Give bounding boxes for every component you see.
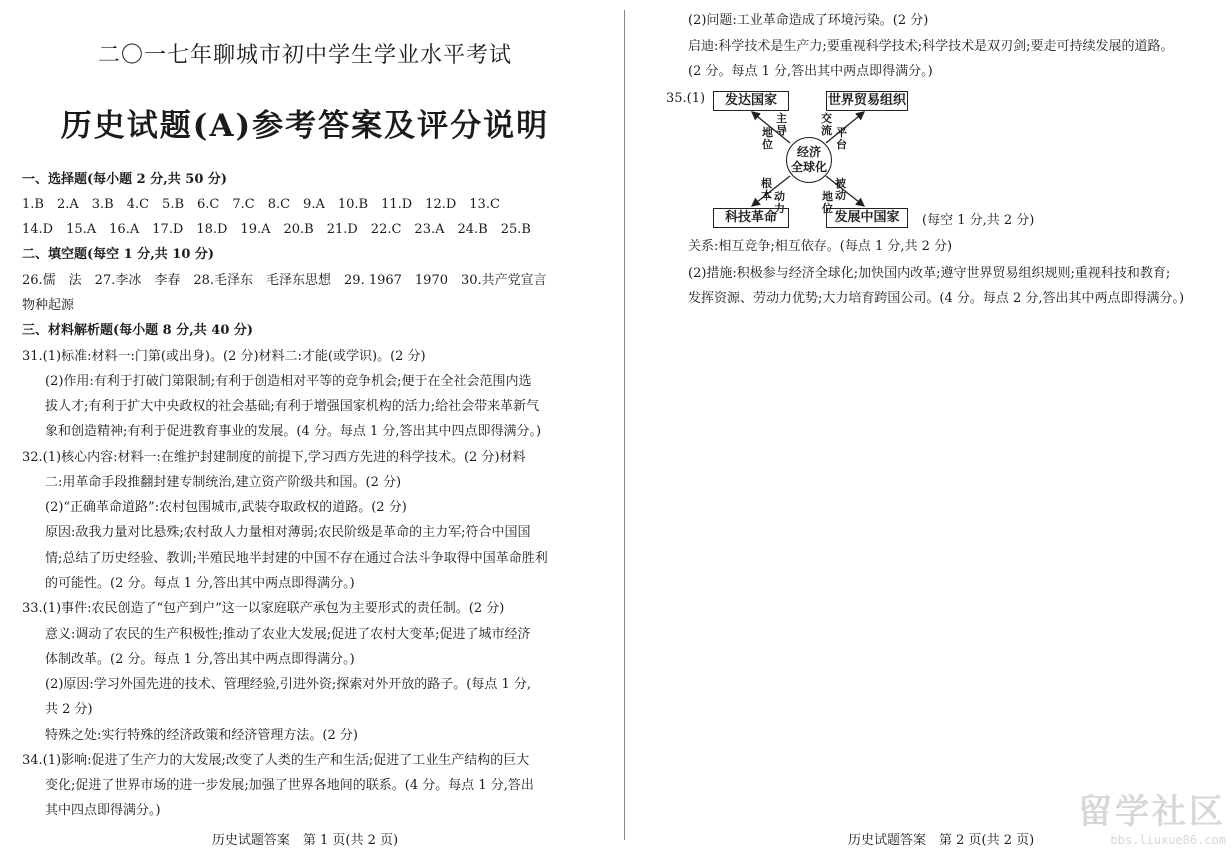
answer-line: 的可能性。(2 分。每点 1 分,答出其中两点即得满分。) bbox=[45, 576, 355, 591]
label-bl-1: 根本 bbox=[761, 177, 772, 202]
center-label-1: 经济 bbox=[796, 145, 821, 159]
page-footer: 历史试题答案 第 2 页(共 2 页) bbox=[848, 833, 1035, 848]
choice-answers-row-1: 1.B 2.A 3.B 4.C 5.B 6.C 7.C 8.C 9.A 10.B 11.D 12.D 13.C bbox=[22, 197, 500, 212]
center-label-2: 全球化 bbox=[790, 160, 827, 174]
box-tech-revolution: 科技革命 bbox=[713, 208, 789, 228]
label-tl-1: 主导 bbox=[776, 112, 787, 137]
answer-line: (2)问题:工业革命造成了环境污染。(2 分) bbox=[688, 13, 929, 28]
exam-title: 二〇一七年聊城市初中学生学业水平考试 bbox=[97, 43, 512, 68]
answer-line: 二:用革命手段推翻封建专制统治,建立资产阶级共和国。(2 分) bbox=[45, 475, 402, 490]
label-br-1: 被动 bbox=[835, 177, 846, 202]
answer-line: (2 分。每点 1 分,答出其中两点即得满分。) bbox=[688, 64, 933, 79]
watermark bbox=[1078, 784, 1226, 847]
question-35-prefix: 35.(1) bbox=[666, 91, 706, 106]
label-tr-2: 平台 bbox=[836, 126, 847, 151]
box-wto: 世界贸易组织 bbox=[826, 91, 908, 111]
diagram-score-note: (每空 1 分,共 2 分) bbox=[922, 213, 1035, 228]
answer-line: 34.(1)影响:促进了生产力的大发展;改变了人类的生产和生活;促进了工业生产结构的巨大 bbox=[22, 753, 530, 768]
box-developing-countries: 发展中国家 bbox=[826, 208, 908, 228]
answer-line: 情;总结了历史经验、教训;半殖民地半封建的中国不存在通过合法斗争取得中国革命胜利 bbox=[45, 551, 548, 566]
page-1 bbox=[0, 0, 610, 853]
answer-line: 象和创造精神;有利于促进教育事业的发展。(4 分。每点 1 分,答出其中四点即得满分。) bbox=[45, 424, 542, 439]
center-circle bbox=[786, 137, 832, 183]
box-developed-countries: 发达国家 bbox=[713, 91, 789, 111]
page-2 bbox=[640, 0, 1232, 853]
answer-line: 32.(1)核心内容:材料一:在维护封建制度的前提下,学习西方先进的科学技术。(2 分)材料 bbox=[22, 450, 526, 465]
answer-line: (2)“正确革命道路”:农村包围城市,武装夺取政权的道路。(2 分) bbox=[45, 500, 407, 515]
answer-line: (2)作用:有利于打破门第限制;有利于创造相对平等的竞争机会;便于在全社会范围内选 bbox=[45, 374, 532, 389]
answer-title: 历史试题(A)参考答案及评分说明 bbox=[60, 108, 550, 144]
answer-line: 启迪:科学技术是生产力;要重视科学技术;科学技术是双刃剑;要走可持续发展的道路。 bbox=[688, 39, 1174, 54]
page-footer: 历史试题答案 第 1 页(共 2 页) bbox=[211, 833, 399, 848]
answer-line: 特殊之处:实行特殊的经济政策和经济管理方法。(2 分) bbox=[45, 728, 358, 743]
page-divider bbox=[624, 10, 625, 840]
watermark-url: bbs.liuxue86.com bbox=[1110, 833, 1226, 847]
section-heading-choice: 一、选择题(每小题 2 分,共 50 分) bbox=[22, 172, 228, 187]
answer-line: 意义:调动了农民的生产积极性;推动了农业大发展;促进了农村大变革;促进了城市经济 bbox=[45, 627, 531, 642]
fill-answers-row-1: 26.儒 法 27.李冰 李春 28.毛泽东 毛泽东思想 29. 1967 1970 30.共产党宣言 bbox=[22, 273, 547, 288]
answer-line: 其中四点即得满分。) bbox=[45, 803, 161, 818]
answer-line: (2)原因:学习外国先进的技术、管理经验,引进外资;探索对外开放的路子。(每点 1 分, bbox=[45, 677, 532, 692]
answer-line: 33.(1)事件:农民创造了“包产到户”这一以家庭联产承包为主要形式的责任制。(2 分) bbox=[22, 601, 505, 616]
answer-line: 体制改革。(2 分。每点 1 分,答出其中两点即得满分。) bbox=[45, 652, 355, 667]
watermark-logo-text: 留学社区 bbox=[1078, 792, 1226, 832]
diagram-arrows bbox=[640, 0, 1232, 240]
answer-line: 拔人才;有利于扩大中央政权的社会基础;有利于增强国家机构的活力;给社会带来革新气 bbox=[45, 399, 540, 414]
answer-line: 原因:敌我力量对比悬殊;农村敌人力量相对薄弱;农民阶级是革命的主力军;符合中国国 bbox=[45, 525, 531, 540]
answer-line: 关系:相互竞争;相互依存。(每点 1 分,共 2 分) bbox=[688, 239, 953, 254]
answer-line: (2)措施:积极参与经济全球化;加快国内改革;遵守世界贸易组织规则;重视科技和教育; bbox=[688, 266, 1171, 281]
answer-line: 变化;促进了世界市场的进一步发展;加强了世界各地间的联系。(4 分。每点 1 分,答出 bbox=[45, 778, 534, 793]
fill-answers-row-2: 物种起源 bbox=[22, 298, 75, 313]
answer-line: 31.(1)标准:材料一:门第(或出身)。(2 分)材料二:才能(或学识)。(2 分) bbox=[22, 349, 426, 364]
label-tl-2: 地位 bbox=[762, 126, 773, 151]
section-heading-analysis: 三、材料解析题(每小题 8 分,共 40 分) bbox=[22, 323, 254, 338]
section-heading-fill: 二、填空题(每空 1 分,共 10 分) bbox=[22, 247, 215, 262]
answer-line: 发挥资源、劳动力优势;大力培育跨国公司。(4 分。每点 2 分,答出其中两点即得满分。) bbox=[688, 291, 1185, 306]
choice-answers-row-2: 14.D 15.A 16.A 17.D 18.D 19.A 20.B 21.D 22.C 23.A 24.B 25.B bbox=[22, 222, 531, 237]
label-bl-2: 动力 bbox=[774, 190, 785, 215]
label-tr-1: 交流 bbox=[821, 112, 832, 137]
answer-line: 共 2 分) bbox=[45, 702, 93, 717]
label-br-2: 地位 bbox=[822, 190, 833, 215]
